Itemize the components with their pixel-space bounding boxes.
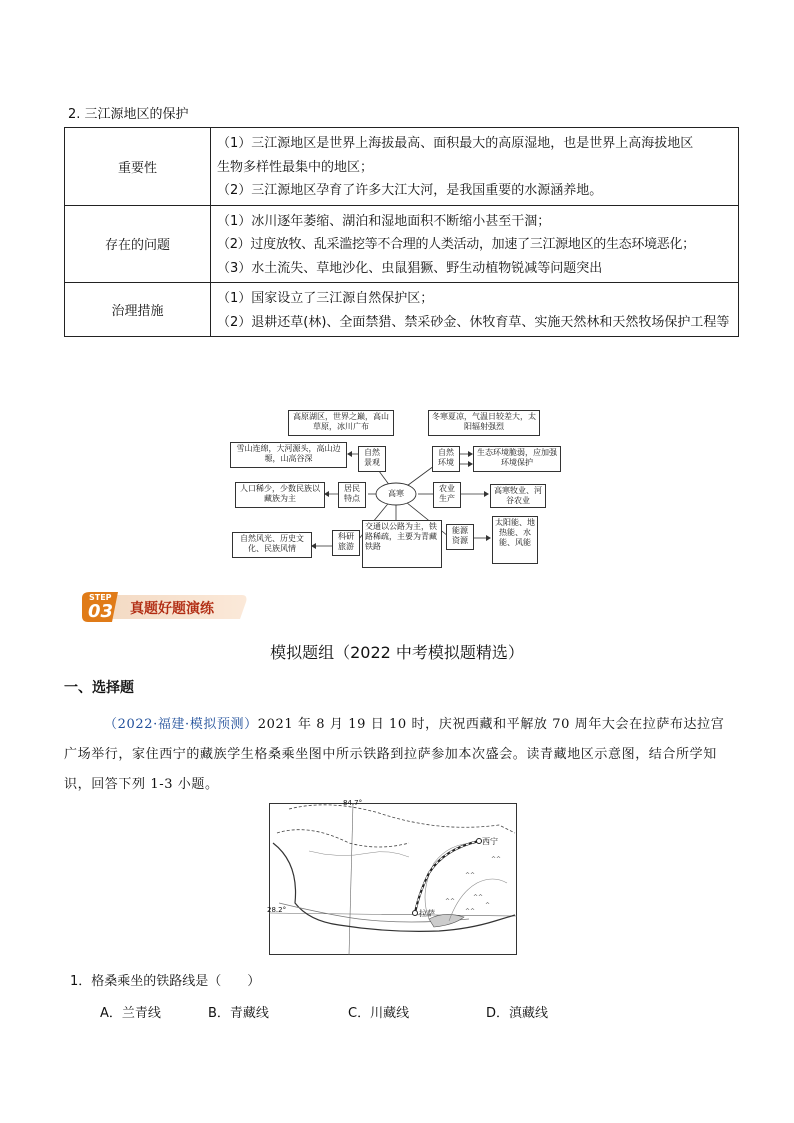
latitude-label: 28.2° — [267, 906, 287, 914]
option-b[interactable]: B．青藏线 — [208, 1006, 269, 1021]
row-content-problems — [211, 205, 739, 283]
row-content-measures — [211, 283, 739, 337]
step-label: 真题好题演练 — [130, 601, 214, 617]
question-1-stem: 1．格桑乘坐的铁路线是（ ） — [70, 974, 261, 989]
svg-text:^^: ^^ — [473, 894, 484, 901]
detail-population: 人口稀少，少数民族以藏族为主 — [235, 482, 325, 508]
row-header-problems: 存在的问题 — [65, 205, 211, 283]
content-line: （3）水土流失、草地沙化、虫鼠猖獗、野生动植物锐减等问题突出 — [217, 260, 603, 276]
table-row — [65, 205, 739, 283]
content-line: （2）过度放牧、乱采滥挖等不合理的人类活动，加速了三江源地区的生态环境恶化； — [217, 237, 695, 252]
passage-source: （2022·福建·模拟预测） — [104, 717, 258, 732]
option-a[interactable]: A．兰青线 — [100, 1006, 161, 1021]
detail-culture: 自然风光、历史文化、民族风情 — [232, 532, 312, 558]
row-header-importance: 重要性 — [65, 128, 211, 206]
table-row — [65, 283, 739, 337]
table-row — [65, 128, 739, 206]
step-badge — [78, 590, 250, 624]
section-title: 2. 三江源地区的保护 — [68, 107, 189, 122]
exam-group-title: 模拟题组（2022 中考模拟题精选） — [270, 643, 524, 662]
detail-snow-mountains: 雪山连绵，大河源头，高山边塬，山高谷深 — [230, 442, 347, 468]
mindmap-center-node: 高寒 — [388, 489, 404, 498]
node-agriculture: 农业生产 — [433, 482, 461, 508]
detail-energy-types: 太阳能、地热能、水能、风能 — [492, 516, 538, 564]
node-natural-landscape: 自然景观 — [358, 446, 386, 472]
passage-text: 2021 年 8 月 19 日 10 时，庆祝西藏和平解放 70 周年大会在拉萨布达拉宫广场举行，家住西宁的藏族学生格桑乘坐图中所示铁路到拉萨参加本次盛会。读青藏地区示意图，结合所学知识，回答下列 1-3 小题。 — [64, 717, 725, 792]
content-line: （2）三江源地区孕育了许多大江大河，是我国重要的水源涵养地。 — [217, 183, 603, 198]
node-residents: 居民特点 — [338, 482, 366, 508]
detail-climate: 冬寒夏凉，气温日较差大，太阳辐射强烈 — [428, 410, 540, 436]
qinghai-tibet-map — [267, 799, 517, 955]
question-passage — [64, 710, 730, 800]
content-line: （2）退耕还草(林)、全面禁猎、禁采砂金、休牧育草、实施天然林和天然牧场保护工程等 — [217, 314, 730, 330]
step-number: 03 — [88, 601, 114, 622]
svg-text:^^: ^^ — [465, 872, 476, 879]
node-natural-environment: 自然环境 — [432, 446, 460, 472]
detail-eco-protect: 生态环境脆弱，应加强环境保护 — [473, 446, 561, 472]
part-title: 一、选择题 — [64, 680, 134, 696]
svg-text:^^: ^^ — [491, 856, 502, 863]
detail-transport: 交通以公路为主，铁路稀疏，主要为青藏铁路 — [362, 520, 442, 568]
content-line: 生物多样性最集中的地区； — [217, 159, 374, 175]
city-xining-label: 西宁 — [482, 837, 498, 846]
map-drawing — [269, 803, 517, 955]
svg-text:^^: ^^ — [465, 908, 476, 915]
svg-text:^: ^ — [485, 902, 491, 909]
svg-text:^^: ^^ — [445, 898, 456, 905]
step-word: STEP — [89, 593, 112, 602]
node-research-tourism: 科研旅游 — [332, 530, 360, 556]
row-header-measures: 治理措施 — [65, 283, 211, 337]
option-c[interactable]: C．川藏线 — [348, 1006, 410, 1021]
longitude-label: 84.7° — [343, 799, 363, 807]
city-lhasa-label: 拉萨 — [419, 909, 435, 918]
protection-table — [64, 127, 739, 337]
mind-map — [228, 408, 564, 568]
content-line: （1）国家设立了三江源自然保护区； — [217, 291, 434, 306]
node-energy: 能源资源 — [446, 524, 474, 550]
content-line: （1）三江源地区是世界上海拔最高、面积最大的高原湿地，也是世界上高海拔地区 — [217, 136, 694, 151]
detail-plateau-lakes: 高原湖区，世界之巅，高山草原，冰川广布 — [288, 410, 394, 436]
row-content-importance — [211, 128, 739, 206]
content-line: （1）冰川逐年萎缩、湖泊和湿地面积不断缩小甚至干涸； — [217, 213, 551, 229]
option-d[interactable]: D．滇藏线 — [486, 1006, 549, 1021]
detail-herding: 高寒牧业、河谷农业 — [490, 484, 546, 508]
